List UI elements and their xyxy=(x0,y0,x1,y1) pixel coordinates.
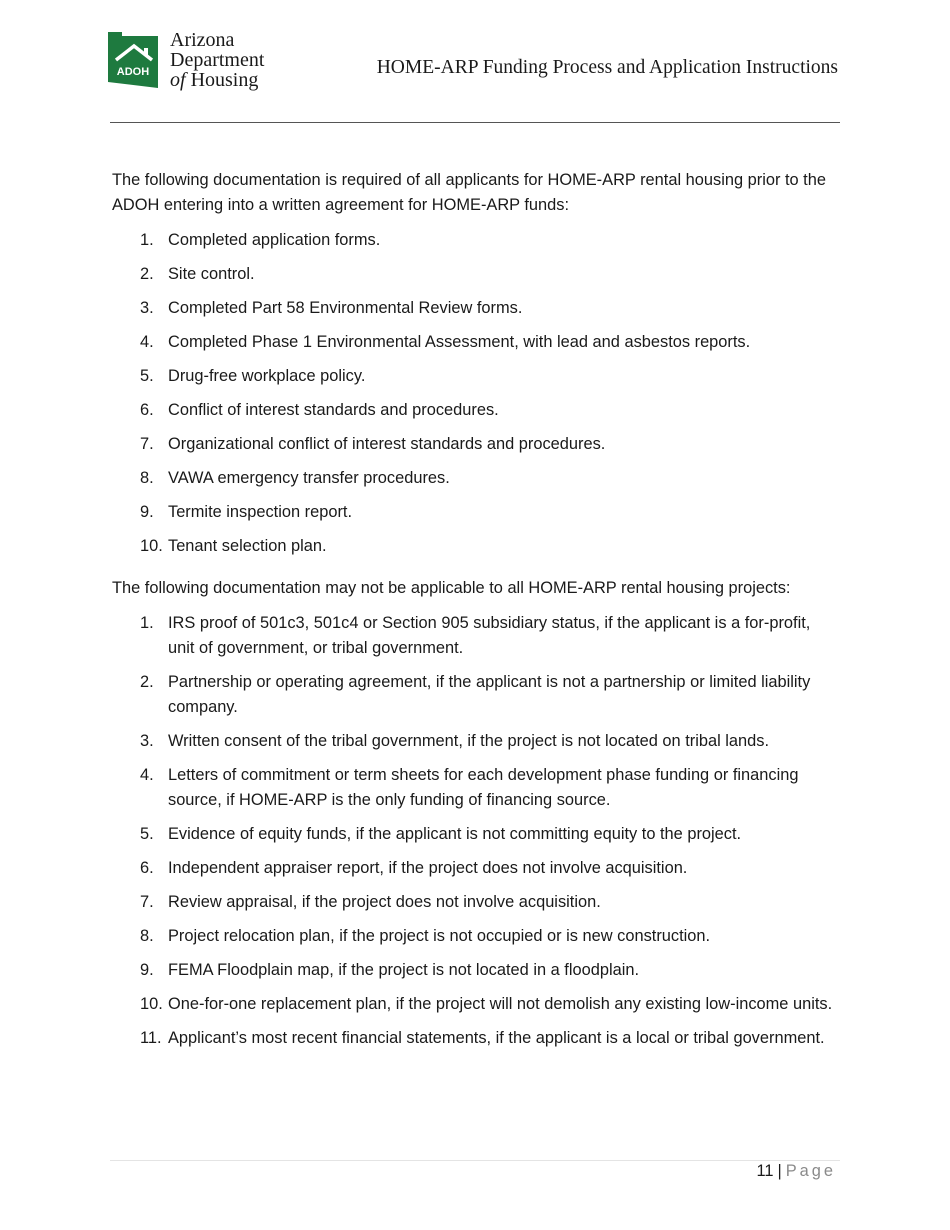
adoh-logo xyxy=(104,30,284,92)
list-item-text: Review appraisal, if the project does not involve acquisition. xyxy=(168,893,601,911)
document-title: HOME-ARP Funding Process and Application Instructions xyxy=(376,57,838,78)
optional-doc-item xyxy=(112,958,840,983)
required-doc-item xyxy=(112,432,840,457)
list-item-number: 7. xyxy=(140,435,154,453)
optional-doc-item xyxy=(112,729,840,754)
list-item-number: 3. xyxy=(140,299,154,317)
optional-docs-intro: The following documentation may not be applicable to all HOME-ARP rental housing projects: xyxy=(112,579,791,597)
logo-housing: Housing xyxy=(190,69,259,91)
logo-wordmark xyxy=(170,30,264,90)
adoh-house-logo-icon xyxy=(104,30,164,90)
list-item-number: 1. xyxy=(140,231,154,249)
list-item-text: FEMA Floodplain map, if the project is not located in a floodplain. xyxy=(168,961,640,979)
list-item-text: Drug-free workplace policy. xyxy=(168,367,366,385)
list-item-text: Conflict of interest standards and procedures. xyxy=(168,401,499,419)
optional-docs-list xyxy=(112,611,840,1051)
list-item-number: 7. xyxy=(140,893,154,911)
list-item-number: 2. xyxy=(140,673,154,691)
page-content xyxy=(112,168,840,1060)
header-divider xyxy=(110,122,840,123)
required-doc-item xyxy=(112,500,840,525)
page-number: 11 xyxy=(756,1162,774,1180)
optional-doc-item xyxy=(112,822,840,847)
required-docs-list xyxy=(112,228,840,559)
list-item-number: 4. xyxy=(140,766,154,784)
required-doc-item xyxy=(112,228,840,253)
list-item-number: 10. xyxy=(140,995,163,1013)
page-label: Page xyxy=(785,1162,836,1180)
required-doc-item xyxy=(112,330,840,355)
list-item-number: 6. xyxy=(140,859,154,877)
list-item-text: Termite inspection report. xyxy=(168,503,353,521)
logo-line-housing xyxy=(170,70,264,90)
footer-separator: | xyxy=(777,1162,782,1180)
list-item-text: VAWA emergency transfer procedures. xyxy=(168,469,450,487)
list-item-text: IRS proof of 501c3, 501c4 or Section 905 subsidiary status, if the applicant is a for-profit, unit of government, or tribal government. xyxy=(168,614,811,657)
optional-doc-item xyxy=(112,992,840,1017)
list-item-number: 1. xyxy=(140,614,154,632)
optional-doc-item xyxy=(112,1026,840,1051)
required-doc-item xyxy=(112,262,840,287)
list-item-text: One-for-one replacement plan, if the project will not demolish any existing low-income units. xyxy=(168,995,833,1013)
required-doc-item xyxy=(112,296,840,321)
list-item-text: Applicant’s most recent financial statements, if the applicant is a local or tribal government. xyxy=(168,1029,825,1047)
list-item-number: 5. xyxy=(140,825,154,843)
list-item-text: Organizational conflict of interest standards and procedures. xyxy=(168,435,606,453)
optional-doc-item xyxy=(112,856,840,881)
list-item-text: Completed Phase 1 Environmental Assessment, with lead and asbestos reports. xyxy=(168,333,751,351)
footer-divider xyxy=(110,1160,840,1161)
optional-doc-item xyxy=(112,670,840,720)
list-item-text: Completed Part 58 Environmental Review forms. xyxy=(168,299,523,317)
list-item-number: 9. xyxy=(140,961,154,979)
list-item-text: Partnership or operating agreement, if the applicant is not a partnership or limited liability company. xyxy=(168,673,811,716)
list-item-number: 11. xyxy=(140,1029,162,1047)
list-item-number: 5. xyxy=(140,367,154,385)
optional-doc-item xyxy=(112,924,840,949)
list-item-number: 10. xyxy=(140,537,163,555)
optional-doc-item xyxy=(112,890,840,915)
required-docs-intro: The following documentation is required of all applicants for HOME-ARP rental housing prior to the ADOH entering into a written agreement for HOME-ARP funds: xyxy=(112,171,826,214)
list-item-text: Completed application forms. xyxy=(168,231,381,249)
optional-doc-item xyxy=(112,763,840,813)
logo-line-department: Department xyxy=(170,49,265,71)
list-item-number: 9. xyxy=(140,503,154,521)
list-item-number: 2. xyxy=(140,265,154,283)
list-item-text: Site control. xyxy=(168,265,255,283)
required-doc-item xyxy=(112,534,840,559)
required-doc-item xyxy=(112,364,840,389)
list-item-text: Written consent of the tribal government, if the project is not located on tribal lands. xyxy=(168,732,770,750)
required-doc-item xyxy=(112,466,840,491)
logo-badge-text: ADOH xyxy=(116,66,150,78)
list-item-text: Project relocation plan, if the project is not occupied or is new construction. xyxy=(168,927,711,945)
list-item-number: 3. xyxy=(140,732,154,750)
list-item-text: Letters of commitment or term sheets for each development phase funding or financing source, if HOME-ARP is the only funding of financing source. xyxy=(168,766,799,809)
list-item-number: 8. xyxy=(140,927,154,945)
list-item-text: Evidence of equity funds, if the applicant is not committing equity to the project. xyxy=(168,825,742,843)
list-item-number: 6. xyxy=(140,401,154,419)
list-item-number: 8. xyxy=(140,469,154,487)
required-doc-item xyxy=(112,398,840,423)
list-item-number: 4. xyxy=(140,333,154,351)
logo-of: of xyxy=(170,69,186,91)
logo-line-arizona: Arizona xyxy=(170,29,235,51)
optional-doc-item xyxy=(112,611,840,661)
page-footer xyxy=(756,1162,836,1181)
list-item-text: Tenant selection plan. xyxy=(168,537,327,555)
list-item-text: Independent appraiser report, if the project does not involve acquisition. xyxy=(168,859,688,877)
